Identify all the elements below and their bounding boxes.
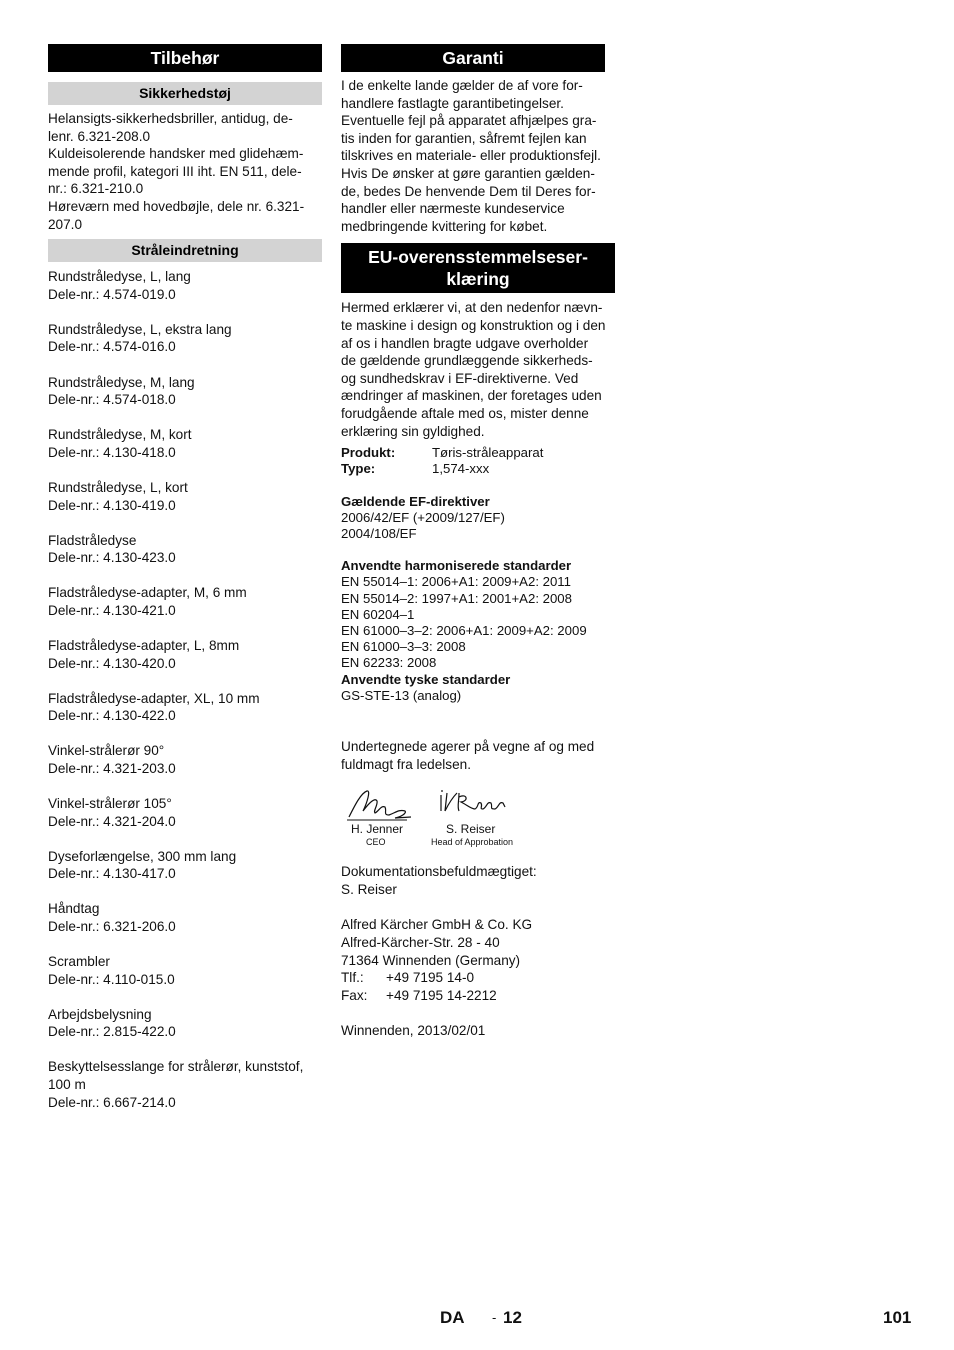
- text-line: lenr. 6.321-208.0: [48, 128, 151, 144]
- signatures: [341, 787, 615, 849]
- signature-jenner-icon: [345, 787, 415, 823]
- subsection-title-safety-gear: Sikkerhedstøj: [48, 82, 322, 105]
- signature-reiser-icon: [437, 787, 509, 817]
- place-date: Winnenden, 2013/02/01: [341, 1023, 486, 1039]
- list-item: [48, 742, 322, 777]
- product-value: Tøris-stråleapparat: [432, 445, 544, 461]
- part-name-cont: 100 m: [48, 1077, 86, 1093]
- footer-local-page: 12: [503, 1308, 522, 1327]
- text-line: Høreværn med hovedbøjle, dele nr. 6.321-: [48, 198, 305, 214]
- part-name: Fladstråledyse-adapter, M, 6 mm: [48, 585, 247, 601]
- signer-1-name: H. Jenner: [351, 822, 404, 837]
- phone-value: +49 7195 14-0: [386, 970, 475, 986]
- part-name: Rundstråledyse, M, lang: [48, 374, 195, 390]
- product-row: [341, 445, 615, 461]
- heading-line: EU-overensstemmelseser-: [368, 247, 588, 268]
- product-label: Produkt:: [341, 445, 396, 461]
- text-line: Hermed erklærer vi, at den nedenfor nævn-: [341, 300, 603, 316]
- signer-2-name: S. Reiser: [446, 822, 496, 837]
- part-number: Dele-nr.: 4.130-418.0: [48, 444, 176, 460]
- warranty-text: [341, 77, 615, 235]
- text-line: S. Reiser: [341, 881, 397, 897]
- part-name: Vinkel-strålerør 105°: [48, 796, 172, 812]
- section-title-eu-declaration: [341, 243, 615, 293]
- part-number: Dele-nr.: 4.321-204.0: [48, 813, 176, 829]
- list-item: [48, 953, 322, 988]
- text-line: Hvis De ønsker at gøre garantien gælden-: [341, 165, 595, 181]
- part-number: Dele-nr.: 4.130-419.0: [48, 497, 176, 513]
- type-label: Type:: [341, 461, 376, 477]
- part-name: Rundstråledyse, L, lang: [48, 269, 191, 285]
- part-name: Dyseforlængelse, 300 mm lang: [48, 848, 237, 864]
- text-line: de gældende grundlæggende sikkerheds-: [341, 353, 593, 369]
- section-title-warranty: Garanti: [341, 44, 605, 72]
- text-line: Undertegnede agerer på vegne af og med: [341, 738, 595, 754]
- text-line: nr.: 6.321-210.0: [48, 181, 144, 197]
- text-line: Eventuelle fejl på apparatet afhjælpes gra-: [341, 113, 597, 129]
- directive: 2006/42/EF (+2009/127/EF): [341, 509, 505, 525]
- text-line: Dokumentationsbefuldmægtiget:: [341, 864, 537, 880]
- text-line: Alfred Kärcher GmbH & Co. KG: [341, 917, 533, 933]
- text-line: handler eller nærmeste kundeservice: [341, 201, 565, 217]
- part-number: Dele-nr.: 4.130-422.0: [48, 708, 176, 724]
- part-name: Håndtag: [48, 901, 100, 917]
- list-item: [48, 795, 322, 830]
- text-line: de, bedes De henvende Dem til Deres for-: [341, 183, 596, 199]
- text-line: tis inden for garantien, såfremt fejlen kan: [341, 130, 587, 146]
- part-name: Fladstråledyse-adapter, L, 8mm: [48, 637, 240, 653]
- standard: EN 60204–1: [341, 606, 415, 622]
- part-number: Dele-nr.: 4.130-423.0: [48, 550, 176, 566]
- standard: EN 61000–3–2: 2006+A1: 2009+A2: 2009: [341, 622, 587, 638]
- list-item: [48, 637, 322, 672]
- part-name: Rundstråledyse, L, kort: [48, 479, 188, 495]
- part-name: Fladstråledyse: [48, 532, 137, 548]
- part-name: Beskyttelsesslange for strålerør, kunststof,: [48, 1059, 304, 1075]
- directive: 2004/108/EF: [341, 525, 417, 541]
- product-info: [341, 445, 615, 704]
- phone-row: [341, 969, 615, 987]
- part-number: Dele-nr.: 6.321-206.0: [48, 919, 176, 934]
- list-item: [48, 584, 322, 619]
- type-value: 1,574-xxx: [432, 461, 490, 477]
- subsection-title-blasting: Stråleindretning: [48, 239, 322, 262]
- text-line: I de enkelte lande gælder de af vore for-: [341, 78, 583, 93]
- list-item: [48, 848, 322, 883]
- text-line: og sundhedskrav i EF-direktiverne. Ved: [341, 370, 579, 386]
- left-column: [48, 44, 322, 1111]
- fax-value: +49 7195 14-2212: [386, 987, 497, 1003]
- standard: EN 61000–3–3: 2008: [341, 639, 466, 655]
- phone-label: Tlf.:: [341, 970, 364, 986]
- german-standard: GS-STE-13 (analog): [341, 687, 462, 703]
- text-line: medbringende kvittering for købet.: [341, 218, 548, 234]
- list-item: [48, 321, 322, 356]
- right-column: [341, 44, 615, 1040]
- part-number: Dele-nr.: 4.574-019.0: [48, 286, 176, 302]
- part-name: Rundstråledyse, M, kort: [48, 427, 192, 443]
- signer-2-role: Head of Approbation: [431, 837, 514, 848]
- fax-row: [341, 987, 615, 1005]
- company-address: [341, 916, 615, 1004]
- footer-dash: -: [492, 1310, 497, 1325]
- text-line: Kuldeisolerende handsker med glidehæm-: [48, 146, 304, 162]
- text-line: handlere fastlagte garantibetingelser.: [341, 95, 564, 111]
- text-line: forudgående aftale med os, mister denne: [341, 405, 589, 421]
- standard: EN 55014–2: 1997+A1: 2001+A2: 2008: [341, 590, 572, 606]
- signed-text: [341, 738, 615, 773]
- part-name: Scrambler: [48, 954, 110, 970]
- text-line: tilskrives en materiale- eller produktionsfejl.: [341, 148, 601, 164]
- list-item: [48, 1006, 322, 1041]
- directives-heading: Gældende EF-direktiver: [341, 493, 490, 509]
- documentation-representative: [341, 863, 615, 898]
- part-number: Dele-nr.: 4.130-420.0: [48, 655, 176, 671]
- list-item: [48, 426, 322, 461]
- text-line: af os i handlen bragte udgave overholder: [341, 335, 589, 351]
- part-name: Vinkel-strålerør 90°: [48, 743, 165, 759]
- safety-gear-text: [48, 110, 322, 233]
- list-item: [48, 268, 322, 303]
- part-name: Arbejdsbelysning: [48, 1006, 152, 1022]
- declaration-text: [341, 299, 615, 440]
- fax-label: Fax:: [341, 987, 368, 1003]
- text-line: te maskine i design og konstruktion og i den: [341, 317, 606, 333]
- list-item: [48, 690, 322, 725]
- part-number: Dele-nr.: 4.110-015.0: [48, 971, 175, 987]
- part-number: Dele-nr.: 4.130-421.0: [48, 602, 176, 618]
- heading-line: klæring: [446, 269, 510, 290]
- standard: EN 62233: 2008: [341, 655, 437, 671]
- part-number: Dele-nr.: 4.574-018.0: [48, 392, 176, 408]
- section-title-accessories: Tilbehør: [48, 44, 322, 72]
- list-item: [48, 374, 322, 409]
- part-number: Dele-nr.: 2.815-422.0: [48, 1024, 176, 1040]
- standard: EN 55014–1: 2006+A1: 2009+A2: 2011: [341, 574, 572, 590]
- text-line: Alfred-Kärcher-Str. 28 - 40: [341, 934, 500, 950]
- text-line: mende profil, kategori III iht. EN 511, dele-: [48, 163, 302, 179]
- text-line: ændringer af maskinen, der foretages uden: [341, 388, 602, 404]
- part-name: Rundstråledyse, L, ekstra lang: [48, 321, 232, 337]
- list-item: [48, 900, 322, 935]
- part-name: Fladstråledyse-adapter, XL, 10 mm: [48, 690, 260, 706]
- type-row: [341, 461, 615, 477]
- signer-1-role: CEO: [366, 837, 386, 848]
- list-item: [48, 479, 322, 514]
- list-item: [48, 1058, 322, 1111]
- part-number: Dele-nr.: 4.130-417.0: [48, 866, 176, 882]
- text-line: erklæring sin gyldighed.: [341, 423, 485, 439]
- part-number: Dele-nr.: 6.667-214.0: [48, 1094, 176, 1110]
- blasting-parts-list: [48, 268, 322, 1111]
- part-number: Dele-nr.: 4.574-016.0: [48, 339, 176, 355]
- footer-page-number: 101: [883, 1308, 912, 1327]
- text-line: fuldmagt fra ledelsen.: [341, 756, 471, 772]
- text-line: 71364 Winnenden (Germany): [341, 952, 521, 968]
- standards-heading: Anvendte harmoniserede standarder: [341, 558, 572, 574]
- part-number: Dele-nr.: 4.321-203.0: [48, 760, 176, 776]
- text-line: 207.0: [48, 216, 83, 232]
- text-line: Helansigts-sikkerhedsbriller, antidug, de-: [48, 111, 293, 126]
- list-item: [48, 532, 322, 567]
- german-standards-heading: Anvendte tyske standarder: [341, 671, 511, 687]
- footer-language: DA: [440, 1308, 465, 1327]
